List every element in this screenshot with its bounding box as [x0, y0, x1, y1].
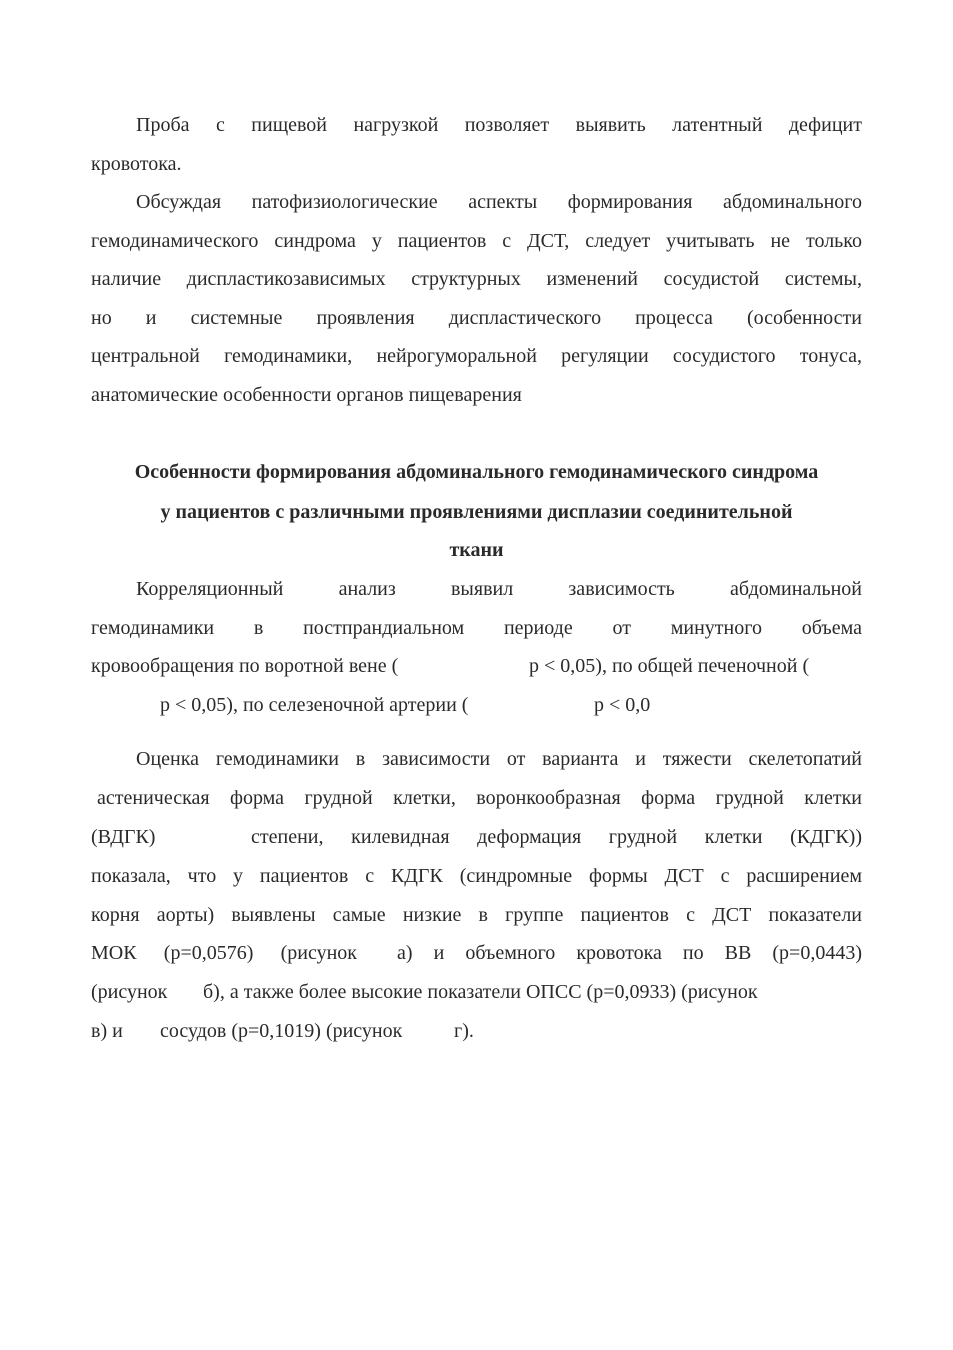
- para2-line4: но и системные проявления диспластического процесса (особенности: [91, 307, 862, 329]
- para4-line3-part2: степени, килевидная деформация грудной клетки (КДГК)): [251, 826, 862, 848]
- para4-line5: корня аорты) выявлены самые низкие в группе пациентов с ДСТ показатели: [91, 904, 862, 926]
- para4-line6-part2: а) и объемного кровотока по ВВ (p=0,0443): [397, 942, 862, 964]
- para4-line8-part2: сосудов (p=0,1019) (рисунок: [160, 1020, 403, 1042]
- para3-line3-part2: p < 0,05), по общей печеночной (: [529, 655, 810, 677]
- para4-line7-part2: б), а также более высокие показатели ОПСС (p=0,0933) (рисунок: [203, 981, 758, 1003]
- section-heading-line3: ткани: [449, 539, 504, 561]
- para4-line8-part1: в) и: [91, 1020, 123, 1042]
- para4-line3-part1: (ВДГК): [91, 826, 156, 848]
- para3-line3-part1: кровообращения по воротной вене (: [91, 655, 399, 677]
- para4-line8-part3: г).: [454, 1020, 474, 1042]
- para2-line2: гемодинамического синдрома у пациентов с ДСТ, следует учитывать не только: [91, 230, 862, 252]
- para1-line1: Проба с пищевой нагрузкой позволяет выявить латентный дефицит: [136, 114, 862, 136]
- para3-line1: Корреляционный анализ выявил зависимость абдоминальной: [136, 578, 862, 600]
- para4-line6-part1: МОК (p=0,0576) (рисунок: [91, 942, 357, 964]
- para4-line4: показала, что у пациентов с КДГК (синдромные формы ДСТ с расширением: [91, 865, 862, 887]
- section-heading-line1: Особенности формирования абдоминального гемодинамического синдрома: [134, 461, 819, 483]
- para1-line2: кровотока.: [91, 153, 182, 175]
- para4-line7-part1: (рисунок: [91, 981, 168, 1003]
- para4-line2: астеническая форма грудной клетки, воронкообразная форма грудной клетки: [97, 787, 862, 809]
- para4-line1: Оценка гемодинамики в зависимости от варианта и тяжести скелетопатий: [136, 748, 862, 770]
- para2-line6: анатомические особенности органов пищеварения: [91, 384, 522, 406]
- para3-line4-part1: p < 0,05), по селезеночной артерии (: [160, 694, 469, 716]
- para3-line2: гемодинамики в постпрандиальном периоде от минутного объема: [91, 617, 862, 639]
- section-heading-line2: у пациентов с различными проявлениями дисплазии соединительной: [160, 501, 793, 523]
- para2-line3: наличие диспластикозависимых структурных изменений сосудистой системы,: [91, 268, 862, 290]
- para3-line4-part2: p < 0,0: [594, 694, 651, 716]
- para2-line5: центральной гемодинамики, нейрогуморальной регуляции сосудистого тонуса,: [91, 345, 862, 367]
- para2-line1: Обсуждая патофизиологические аспекты формирования абдоминального: [136, 191, 862, 213]
